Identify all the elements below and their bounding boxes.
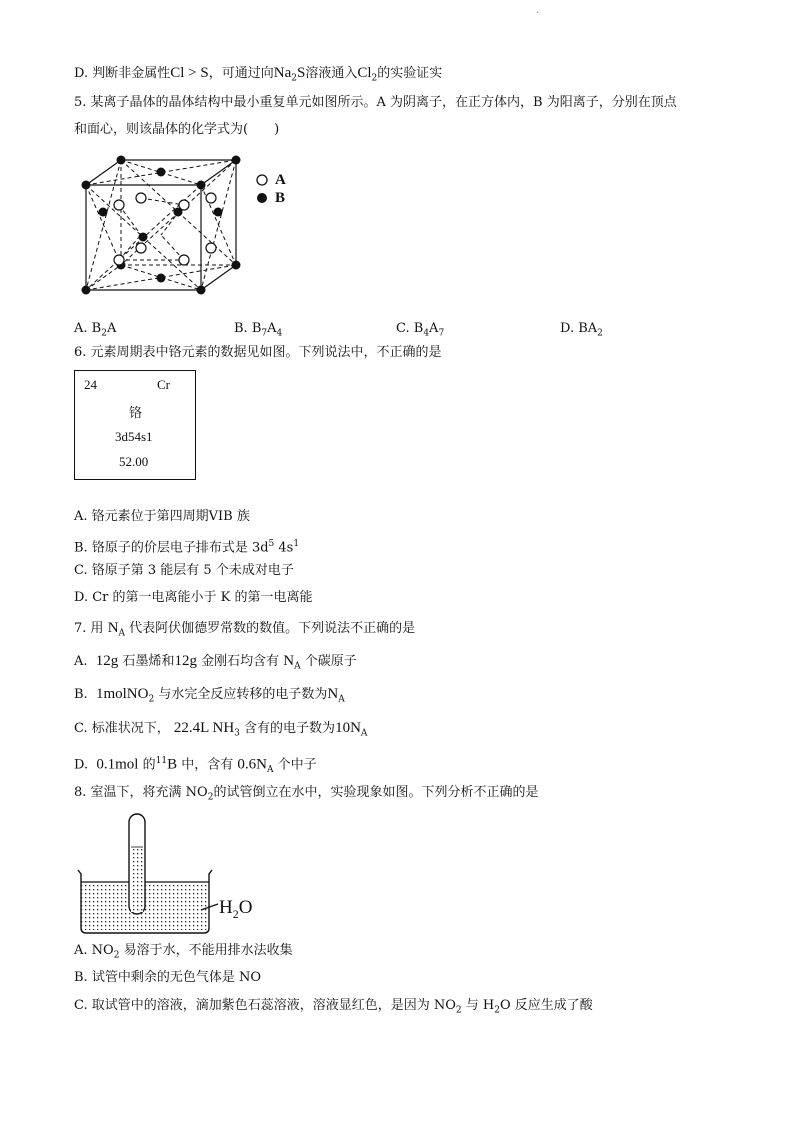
atomic-mass: 52.00 xyxy=(119,454,149,469)
q7-option-b: B. 1molNO$_2$ 与水完全反应转移的电子数为$N_A$ xyxy=(74,686,345,705)
legend-a-icon xyxy=(255,173,269,187)
q7-stem: 7. 用 $N_A$ 代表阿伏伽德罗常数的数值。下列说法不正确的是 xyxy=(74,620,416,639)
legend-b-icon xyxy=(255,191,269,205)
q5-option-d: D. $BA_2$ xyxy=(560,321,603,339)
electron-config: 3d54s1 xyxy=(115,429,153,444)
q4-option-d: D. 判断非金属性Cl > S，可通过向$Na_2S$溶液通入$Cl_2$的实验证实 xyxy=(74,65,443,84)
q6-stem: 6. 元素周期表中铬元素的数据见如图。下列说法中，不正确的是 xyxy=(74,345,442,360)
q8-stem: 8. 室温下，将充满 $NO_2$的试管倒立在水中，实验现象如图。下列分析不正确的是 xyxy=(74,785,539,803)
h2o-label: $H_2O$ xyxy=(219,897,253,921)
q5-stem-line1: 5. 某离子晶体的晶体结构中最小重复单元如图所示。A 为阴离子，在正方体内，B 为阳离子，分别在顶点 xyxy=(74,95,677,110)
q6-option-d: D. Cr 的第一电离能小于 K 的第一电离能 xyxy=(74,590,313,605)
q7-option-a: A. 12g 石墨烯和12g 金刚石均含有 $N_A$ 个碳原子 xyxy=(74,653,357,672)
atomic-number: 24 xyxy=(84,377,97,392)
q8-option-a: A. $NO_2$ 易溶于水，不能用排水法收集 xyxy=(74,943,293,961)
q5-option-b: B. $B_7A_4$ xyxy=(234,321,283,339)
q7-option-d: D. 0.1mol 的$^{11}$B 中，含有 $0.6N_A$ 个中子 xyxy=(74,756,317,775)
q5-option-c: C. $B_4A_7$ xyxy=(396,321,445,339)
q6-option-b: B. 铬原子的价层电子排布式是 $3d^5$ $4s^1$ xyxy=(74,539,300,556)
legend-a: A xyxy=(275,172,286,188)
top-mark: · xyxy=(536,8,540,19)
q6-option-a: A. 铬元素位于第四周期VIB 族 xyxy=(74,509,250,524)
q5-option-a: A. $B_2A$ xyxy=(74,321,117,339)
q6-option-c: C. 铬原子第 3 能层有 5 个未成对电子 xyxy=(74,563,294,578)
q8-option-b: B. 试管中剩余的无色气体是 NO xyxy=(74,970,261,985)
element-cell-cr xyxy=(74,370,196,480)
q7-option-c: C. 标准状况下， 22.4L $NH_3$ 含有的电子数为$10N_A$ xyxy=(74,720,368,739)
q8-option-c: C. 取试管中的溶液，滴加紫色石蕊溶液，溶液显红色，是因为 $NO_2$ 与 $H_2O$ 反应生成了酸 xyxy=(74,998,593,1016)
legend-b: B xyxy=(275,190,286,206)
element-symbol: Cr xyxy=(157,377,170,392)
q5-stem-line2: 和面心，则该晶体的化学式为( ) xyxy=(74,122,280,137)
element-name: 铬 xyxy=(129,405,143,420)
